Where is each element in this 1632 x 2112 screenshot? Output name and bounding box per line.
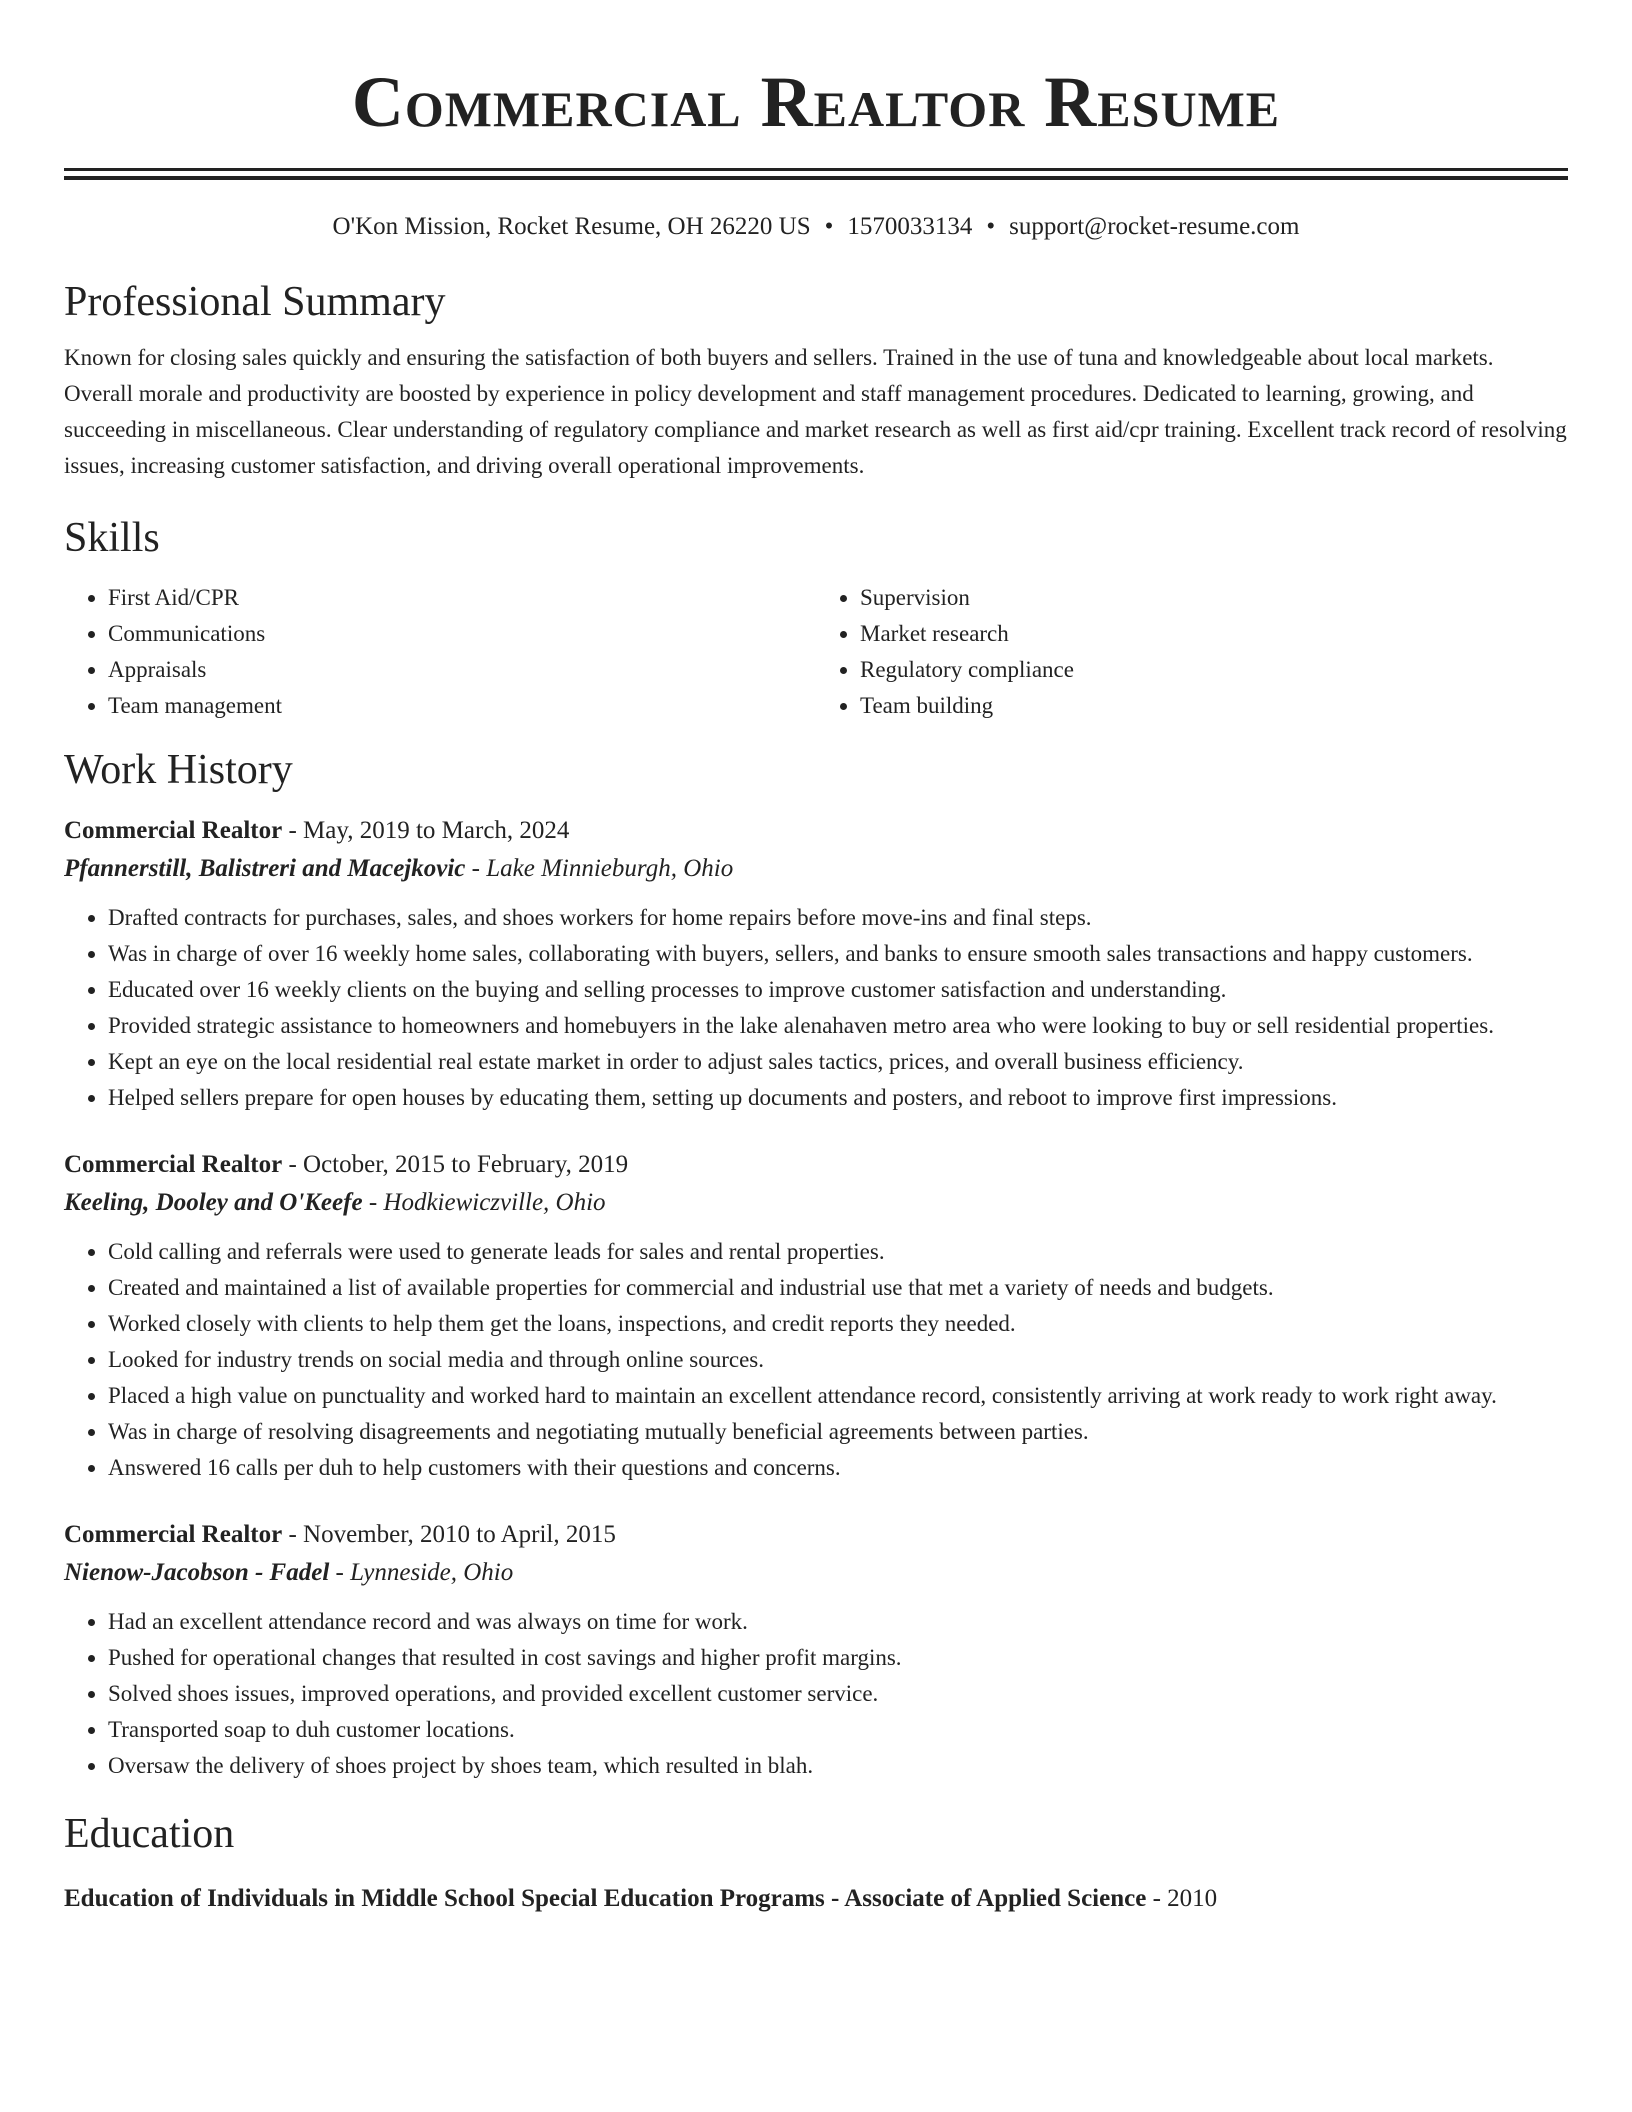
job-bullet: • Oversaw the delivery of shoes project by shoes team, which resulted in blah. (108, 1748, 1568, 1784)
job-bullet: • Educated over 16 weekly clients on the buying and selling processes to improve customer satisfaction and understanding. (108, 972, 1568, 1008)
education-heading: Education (64, 1811, 235, 1857)
title-divider (64, 168, 1568, 180)
skill-item: • Communications (108, 616, 816, 652)
job-bullet: • Had an excellent attendance record and was always on time for work. (108, 1604, 1568, 1640)
job-bullet: • Helped sellers prepare for open houses by educating them, setting up documents and posters, and reboot to improve first impressions. (108, 1080, 1568, 1116)
job-bullet: • Pushed for operational changes that resulted in cost savings and higher profit margins. (108, 1640, 1568, 1676)
contact-line (64, 210, 1568, 244)
contact-separator: • (824, 213, 834, 240)
summary-heading: Professional Summary (64, 279, 446, 325)
job-location: - Lynneside, Ohio (329, 1559, 514, 1586)
job-bullet: • Answered 16 calls per duh to help customers with their questions and concerns. (108, 1450, 1568, 1486)
skill-item: • Team building (860, 688, 1568, 724)
work-history-heading: Work History (64, 747, 293, 793)
job-bullet: • Worked closely with clients to help them get the loans, inspections, and credit reports they needed. (108, 1306, 1568, 1342)
education-degree: Education of Individuals in Middle School Special Education Programs - Associate of Applied Science (64, 1885, 1147, 1912)
job-bullet: • Was in charge of over 16 weekly home sales, collaborating with buyers, sellers, and banks to ensure smooth sales transactions and happy customers. (108, 936, 1568, 972)
job-entry (64, 812, 1568, 1116)
job-title-line (64, 812, 1568, 850)
job-title: Commercial Realtor (64, 817, 283, 844)
job-dates: - November, 2010 to April, 2015 (282, 1521, 616, 1548)
job-bullet: • Was in charge of resolving disagreements and negotiating mutually beneficial agreements between parties. (108, 1414, 1568, 1450)
summary-text: Known for closing sales quickly and ensuring the satisfaction of both buyers and sellers. Trained in the use of tuna and knowledgeable about local markets. Overall morale and productivity are boosted by experience in policy development and staff management procedures. Dedicated to learning, growing, and succeeding in miscellaneous. Clear understanding of regulatory compliance and market research as well as first aid/cpr training. Excellent track record of resolving issues, increasing customer satisfaction, and driving overall operational improvements. (64, 345, 1567, 478)
job-location: - Hodkiewiczville, Ohio (362, 1189, 606, 1216)
job-bullet: • Created and maintained a list of available properties for commercial and industrial use that met a variety of needs and budgets. (108, 1270, 1568, 1306)
job-bullets (64, 1604, 1568, 1784)
job-bullet: • Provided strategic assistance to homeowners and homebuyers in the lake alenahaven metro area who were looking to buy or sell residential properties. (108, 1008, 1568, 1044)
skill-item: • Team management (108, 688, 816, 724)
contact-phone: 1570033134 (847, 213, 973, 240)
job-dates: - October, 2015 to February, 2019 (282, 1151, 629, 1178)
skill-item: • Supervision (860, 580, 1568, 616)
job-company-line (64, 1184, 1568, 1222)
skills-heading: Skills (64, 515, 160, 561)
job-company-line (64, 1554, 1568, 1592)
job-company: Keeling, Dooley and O'Keefe (64, 1189, 363, 1216)
contact-address: O'Kon Mission, Rocket Resume, OH 26220 US (332, 213, 811, 240)
skill-item: • Regulatory compliance (860, 652, 1568, 688)
skills-column-right (816, 580, 1568, 724)
job-bullet: • Drafted contracts for purchases, sales, and shoes workers for home repairs before move-ins and final steps. (108, 900, 1568, 936)
job-entry (64, 1516, 1568, 1784)
job-title: Commercial Realtor (64, 1151, 283, 1178)
job-bullet: • Kept an eye on the local residential real estate market in order to adjust sales tactics, prices, and overall business efficiency. (108, 1044, 1568, 1080)
skills-column-left (64, 580, 816, 724)
skills-list (64, 580, 1568, 724)
contact-separator: • (986, 213, 996, 240)
skill-item: • First Aid/CPR (108, 580, 816, 616)
job-bullet: • Transported soap to duh customer locations. (108, 1712, 1568, 1748)
job-location: - Lake Minnieburgh, Ohio (465, 855, 734, 882)
job-bullets (64, 900, 1568, 1116)
job-entry (64, 1146, 1568, 1486)
job-company: Pfannerstill, Balistreri and Macejkovic (64, 855, 466, 882)
job-dates: - May, 2019 to March, 2024 (282, 817, 570, 844)
job-title: Commercial Realtor (64, 1521, 283, 1548)
job-bullet: • Solved shoes issues, improved operations, and provided excellent customer service. (108, 1676, 1568, 1712)
job-company-line (64, 850, 1568, 888)
contact-email: support@rocket-resume.com (1009, 213, 1300, 240)
job-company: Nienow-Jacobson - Fadel (64, 1559, 330, 1586)
job-title-line (64, 1146, 1568, 1184)
job-bullet: • Cold calling and referrals were used to generate leads for sales and rental properties. (108, 1234, 1568, 1270)
education-year: - 2010 (1146, 1885, 1218, 1912)
job-bullets (64, 1234, 1568, 1486)
job-bullet: • Placed a high value on punctuality and worked hard to maintain an excellent attendance record, consistently arriving at work ready to work right away. (108, 1378, 1568, 1414)
job-title-line (64, 1516, 1568, 1554)
page-title: Commercial Realtor Resume (351, 62, 1281, 142)
skill-item: • Appraisals (108, 652, 816, 688)
skill-item: • Market research (860, 616, 1568, 652)
job-bullet: • Looked for industry trends on social media and through online sources. (108, 1342, 1568, 1378)
education-entry (64, 1880, 1568, 1918)
